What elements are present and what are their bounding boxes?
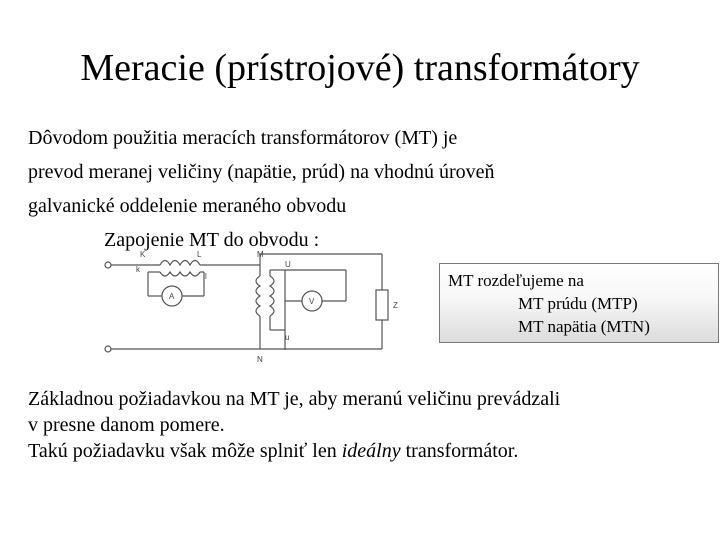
label-N: N	[257, 355, 263, 364]
mt-type-voltage: MT napätia (MTN)	[518, 317, 650, 336]
mt-types-box	[439, 263, 719, 343]
load-impedance	[376, 290, 388, 320]
label-u-bottom: u	[285, 333, 290, 342]
vt-secondary-coil	[270, 276, 274, 316]
outro-emphasis-ideal: ideálny	[341, 440, 401, 462]
outro-line-3	[28, 438, 698, 464]
label-L: L	[197, 250, 202, 259]
label-l: l	[205, 272, 207, 281]
label-M: M	[257, 250, 264, 259]
outro-text	[28, 386, 698, 464]
intro-line-1: Dôvodom použitia meracích transformátorov (MT) je	[28, 127, 458, 149]
circuit-diagram	[100, 248, 400, 366]
ct-secondary-coil	[160, 272, 200, 276]
intro-text	[28, 121, 688, 257]
outro-line-3-suffix: transformátor.	[400, 440, 519, 462]
outro-line-1: Základnou požiadavkou na MT je, aby meranú veličinu prevádzali	[28, 388, 561, 410]
label-K: K	[140, 250, 146, 259]
slide-title: Meracie (prístrojové) transformátory	[80, 47, 640, 89]
label-U-top: U	[285, 260, 291, 269]
mt-types-heading: MT rozdeľujeme na	[448, 271, 584, 290]
label-A: A	[169, 292, 175, 301]
label-V: V	[309, 297, 315, 306]
intro-line-4: Zapojenie MT do obvodu :	[104, 229, 320, 251]
intro-line-3: galvanické oddelenie meraného obvodu	[28, 195, 347, 217]
terminal-top-left	[105, 262, 111, 268]
label-k: k	[136, 265, 140, 274]
label-Z: Z	[393, 301, 398, 310]
vt-primary-coil	[256, 276, 260, 316]
ct-primary-coil	[160, 261, 200, 266]
outro-line-3-prefix: Takú požiadavku však môže splniť len	[28, 440, 342, 462]
terminal-bottom-left	[105, 346, 111, 352]
outro-line-2: v presne danom pomere.	[28, 414, 225, 436]
mt-type-current: MT prúdu (MTP)	[518, 294, 638, 313]
intro-line-2: prevod meranej veličiny (napätie, prúd) na vhodnú úroveň	[28, 161, 495, 183]
